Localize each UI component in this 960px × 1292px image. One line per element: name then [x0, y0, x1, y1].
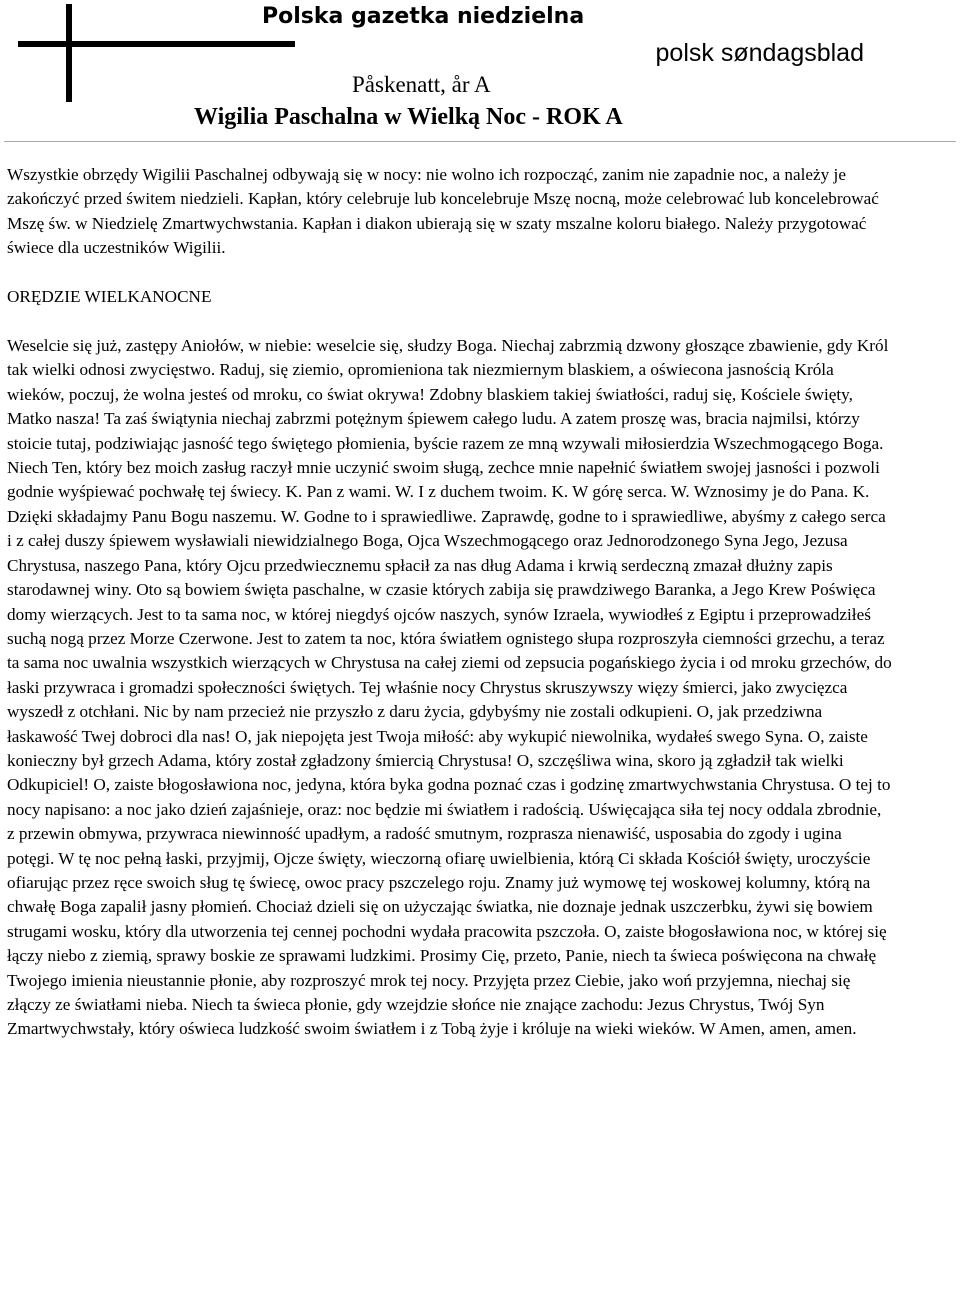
liturgical-subtitle: Påskenatt, år A	[352, 72, 491, 97]
intro-paragraph: Wszystkie obrzędy Wigilii Paschalnej odbywają się w nocy: nie wolno ich rozpocząć, zanim nie zapadnie noc, a należy je zakończyć przed świtem niedzieli. Kapłan, który celebruje lub koncelebruje Mszę nocną, może celebrować lub koncelebrować Mszę św. w Niedzielę Zmartwychwstania. Kapłan i diakon ubierają się w szaty mszalne koloru białego. Należy przygotować świece dla uczestników Wigilii.	[7, 165, 879, 258]
section-title: ORĘDZIE WIELKANOCNE	[7, 286, 212, 306]
exsultet-paragraph: Weselcie się już, zastępy Aniołów, w niebie: weselcie się, słudzy Boga. Niechaj zabrzmią dzwony głoszące zbawienie, gdy Król tak wielki odnosi zwycięstwo. Raduj, się ziemio, opromieniona tak niezmiernym blaskiem, a oświecona jasnością Króla wieków, poczuj, że wolna jesteś od mroku, co świat okrywa! Zdobny blaskiem takiej światłości, raduj się, Kościele święty, Matko nasza! Ta zaś świątynia niechaj zabrzmi potężnym śpiewem całego ludu. A zatem proszę was, bracia najmilsi, którzy stoicie tutaj, podziwiając jasność tego świętego płomienia, byście razem ze mną wzywali miłosierdzia Wszechmogącego Boga. Niech Ten, który bez moich zasług raczył mnie uczynić swoim sługą, zechce mnie napełnić światłem swojej jasności i pozwoli godnie wyśpiewać pochwałę tej świecy. K. Pan z wami. W. I z duchem twoim. K. W górę serca. W. Wznosimy je do Pana. K. Dzięki składajmy Panu Bogu naszemu. W. Godne to i sprawiedliwe. Zaprawdę, godne to i sprawiedliwe, abyśmy z całego serca i z całej duszy śpiewem wysławiali niewidzialnego Boga, Ojca Wszechmogącego oraz Jednorodzonego Syna Jego, Jezusa Chrystusa, naszego Pana, który Ojcu przedwiecznemu spłacił za nas dług Adama i krwią serdeczną zmazał dłużny zapis starodawnej winy. Oto są bowiem święta paschalne, w czasie których zabija się prawdziwego Baranka, a Jego Krew Poświęca domy wierzących. Jest to ta sama noc, w której niegdyś ojców naszych, synów Izraela, wywiodłeś z Egiptu i przeprowadziłeś suchą nogą przez Morze Czerwone. Jest to zatem ta noc, która światłem ognistego słupa rozproszyła ciemności grzechu, a teraz ta sama noc uwalnia wszystkich wierzących w Chrystusa na całej ziemi od zepsucia pogańskiego życia i od mroku grzechów, do łaski przywraca i gromadzi społeczności świętych. Tej właśnie nocy Chrystus skruszywszy więzy śmierci, jako zwycięzca wyszedł z otchłani. Nic by nam przecież nie przyszło z daru życia, gdybyśmy nie zostali odkupieni. O, jak przedziwna łaskawość Twej dobroci dla nas! O, jak niepojęta jest Twoja miłość: aby wykupić niewolnika, wydałeś swego Syna. O, zaiste konieczny był grzech Adama, który został zgładzony śmiercią Chrystusa! O, szczęśliwa wina, skoro ją zgładził tak wielki Odkupiciel! O, zaiste błogosławiona noc, jedyna, która byka godna poznać czas i godzinę zmartwychwstania Chrystusa. O tej to nocy napisano: a noc jako dzień zajaśnieje, oraz: noc będzie mi światłem i radością. Uświęcająca siła tej nocy oddala zbrodnie, z przewin obmywa, przywraca niewinność upadłym, a radość smutnym, rozprasza nienawiść, usposabia do zgody i ugina potęgi. W tę noc pełną łaski, przyjmij, Ojcze święty, wieczorną ofiarę uwielbienia, którą Ci składa Kościół święty, uroczyście ofiarując przez ręce swoich sług tę świecę, owoc pracy pszczelego roju. Znamy już wymowę tej woskowej kolumny, którą na chwałę Boga zapalił jasny płomień. Chociaż dzieli się on użyczając światka, nie doznaje jednak uszczerbku, żywi się bowiem strugami wosku, który dla utworzenia tej cennej pochodni wydała pracowita pszczoła. O, zaiste błogosławiona noc, w której się łączy niebo z ziemią, sprawy boskie ze sprawami ludzkimi. Prosimy Cię, przeto, Panie, niech ta świeca poświęcona na chwałę Twojego imienia nieustannie płonie, aby rozproszyć mrok tej nocy. Przyjęta przez Ciebie, jako woń przyjemna, niechaj się złączy ze światłami nieba. Niech ta świeca płonie, gdy wzejdzie słońce nie znające zachodu: Jezus Chrystus, Twój Syn Zmartwychwstały, który oświeca ludzkość swoim światłem i z Tobą żyje i króluje na wieki wieków. W Amen, amen, amen.	[7, 336, 892, 1039]
cross-horizontal-bar	[18, 41, 295, 47]
cross-vertical-bar	[66, 4, 72, 102]
document-body	[7, 163, 892, 1042]
newsletter-title-norwegian: polsk søndagsblad	[655, 39, 864, 67]
header-divider	[4, 141, 956, 142]
page-heading: Wigilia Paschalna w Wielką Noc - ROK A	[194, 104, 623, 130]
newsletter-title-polish: Polska gazetka niedzielna	[262, 4, 585, 29]
